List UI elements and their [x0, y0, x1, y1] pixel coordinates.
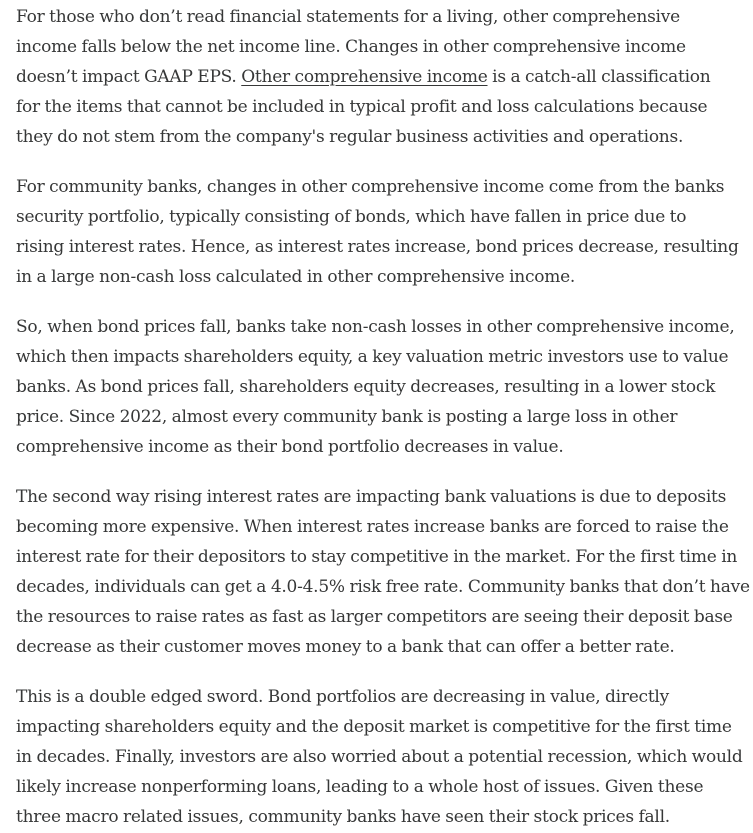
text-line: So, when bond prices fall, banks take non-cash losses in other comprehensive income, [16, 317, 735, 337]
paragraph-bond-prices [16, 312, 752, 462]
text-line: they do not stem from the company's regular business activities and operations. [16, 127, 684, 147]
text-line-with-link [16, 62, 752, 92]
text-line: three macro related issues, community banks have seen their stock prices fall. [16, 807, 670, 827]
text-line: banks. As bond prices fall, shareholders equity decreases, resulting in a lower stock [16, 377, 716, 397]
text-line: rising interest rates. Hence, as interest rates increase, bond prices decrease, resulting [16, 237, 739, 257]
text-line: impacting shareholders equity and the deposit market is competitive for the first time [16, 717, 732, 737]
text-line: The second way rising interest rates are impacting bank valuations is due to deposits [16, 487, 727, 507]
text-line: For community banks, changes in other comprehensive income come from the banks [16, 177, 725, 197]
text-line: decrease as their customer moves money to a bank that can offer a better rate. [16, 637, 675, 657]
text-line: price. Since 2022, almost every community bank is posting a large loss in other [16, 407, 678, 427]
text-line: This is a double edged sword. Bond portfolios are decreasing in value, directly [16, 687, 669, 707]
text-line: in decades. Finally, investors are also worried about a potential recession, which would [16, 747, 743, 767]
text-line: in a large non-cash loss calculated in other comprehensive income. [16, 267, 576, 287]
text-line: for the items that cannot be included in typical profit and loss calculations because [16, 97, 708, 117]
paragraph-community-banks-oci [16, 172, 752, 292]
text-line: interest rate for their depositors to stay competitive in the market. For the first time in [16, 547, 738, 567]
other-comprehensive-income-link[interactable]: Other comprehensive income [241, 67, 488, 87]
text-line: decades, individuals can get a 4.0-4.5% risk free rate. Community banks that don’t have [16, 577, 750, 597]
text-line: the resources to raise rates as fast as larger competitors are seeing their deposit base [16, 607, 733, 627]
text-line: security portfolio, typically consisting of bonds, which have fallen in price due to [16, 207, 687, 227]
text-segment: is a catch-all classification [492, 67, 711, 87]
paragraph-double-edged-sword [16, 682, 752, 832]
paragraph-oci-definition [16, 2, 752, 152]
text-segment: doesn’t impact GAAP EPS. [16, 67, 237, 87]
text-line: comprehensive income as their bond portfolio decreases in value. [16, 437, 564, 457]
text-line: likely increase nonperforming loans, leading to a whole host of issues. Given these [16, 777, 704, 797]
text-line: income falls below the net income line. Changes in other comprehensive income [16, 37, 686, 57]
paragraph-deposits [16, 482, 752, 662]
text-line: becoming more expensive. When interest rates increase banks are forced to raise the [16, 517, 729, 537]
text-line: For those who don’t read financial statements for a living, other comprehensive [16, 7, 680, 27]
text-line: which then impacts shareholders equity, a key valuation metric investors use to value [16, 347, 729, 367]
